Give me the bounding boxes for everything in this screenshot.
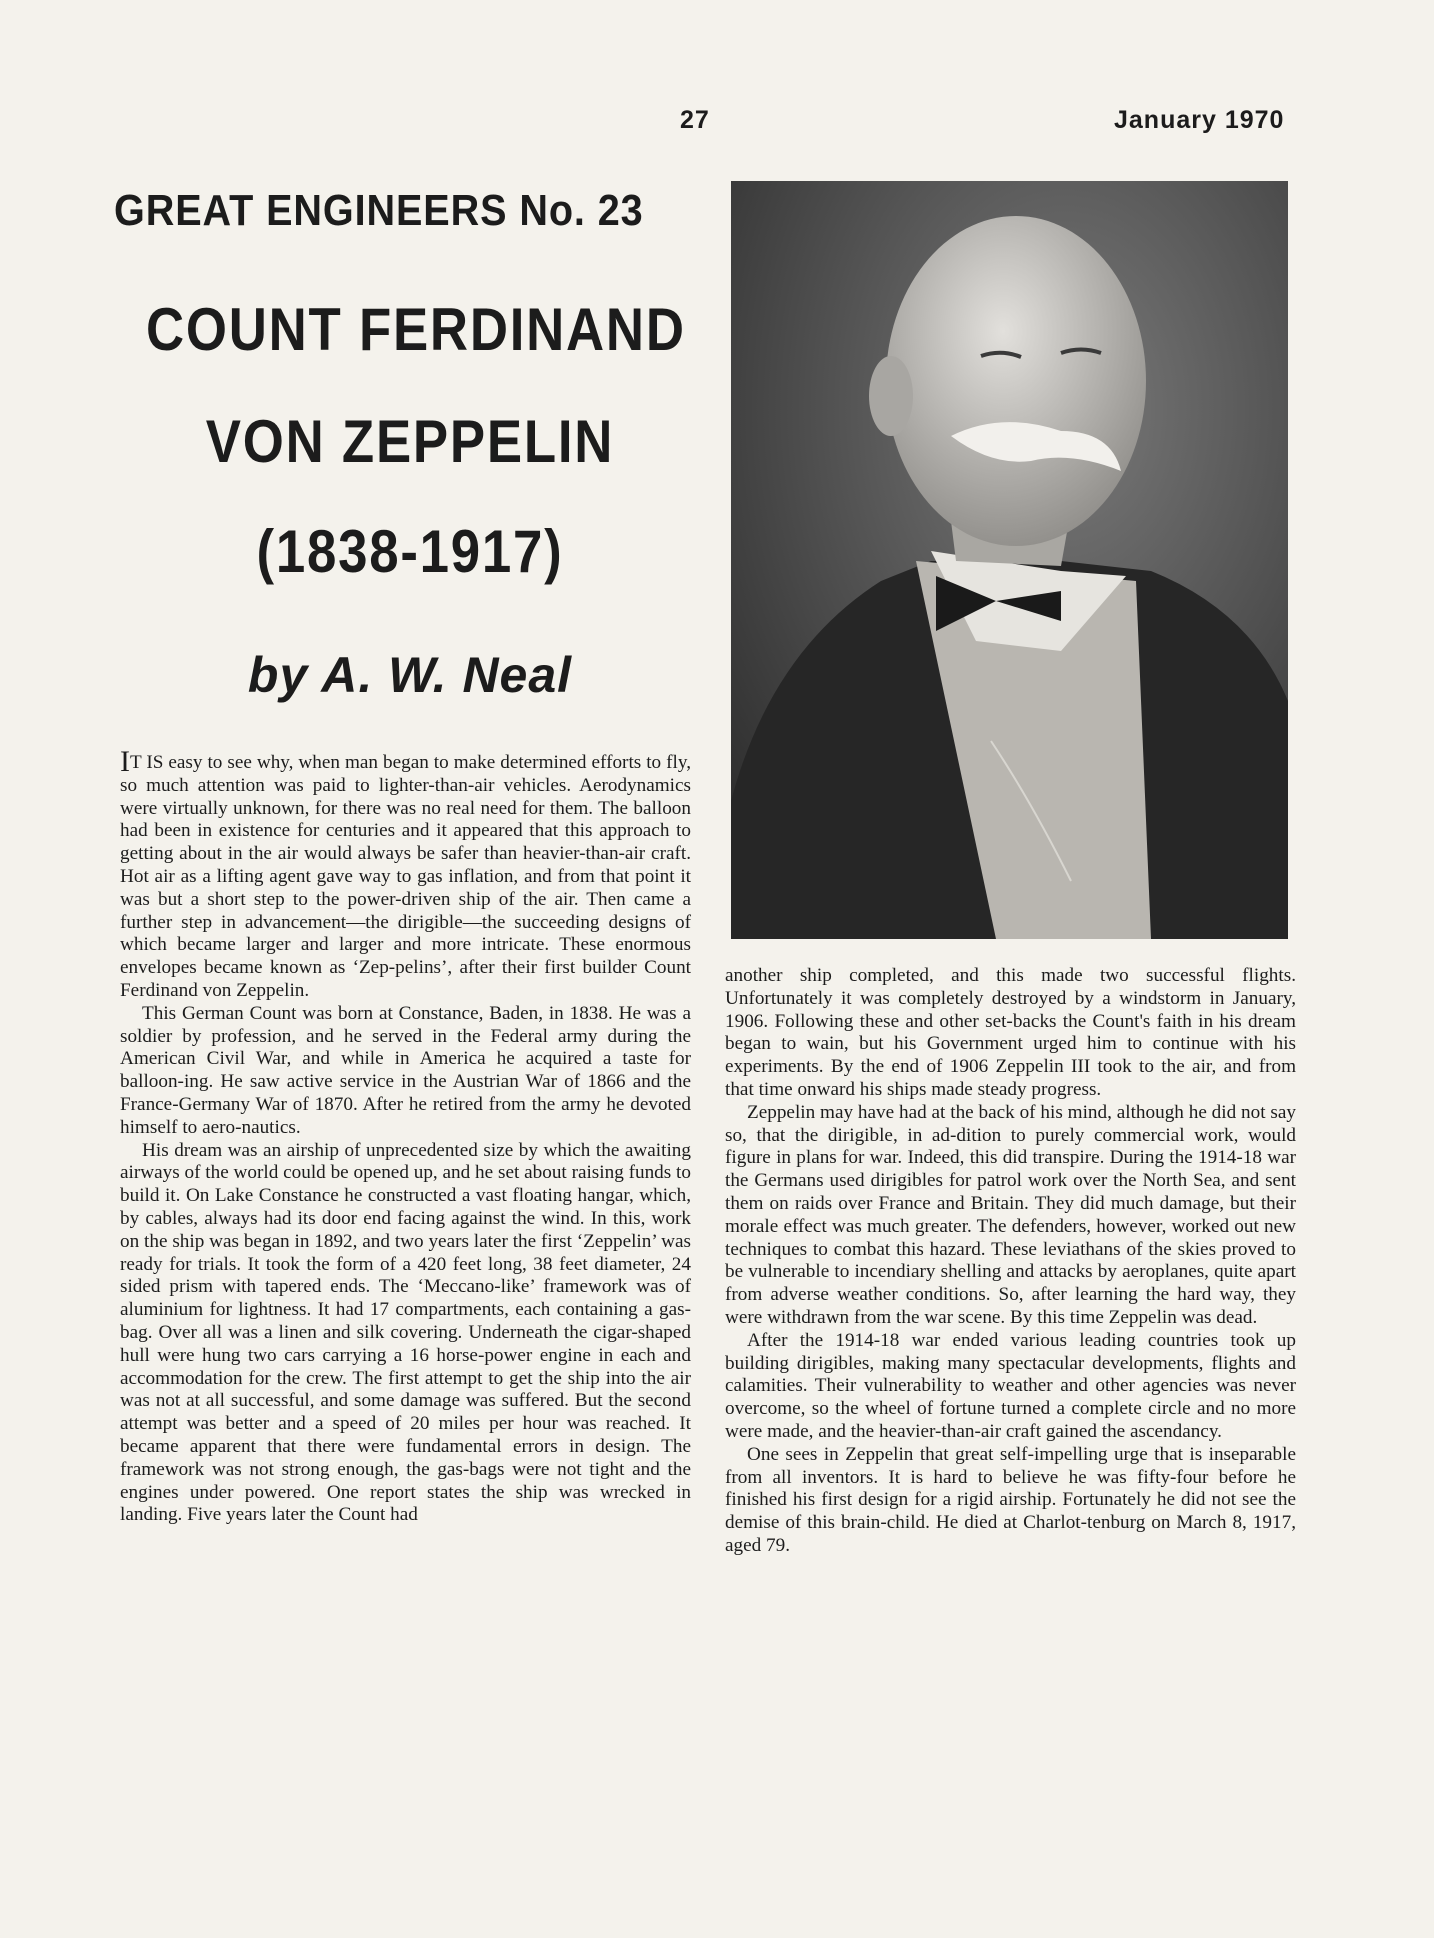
title-line-2: VON ZEPPELIN	[205, 408, 615, 475]
page-number: 27	[680, 106, 710, 134]
paragraph-5: After the 1914-18 war ended various leading countries took up building dirigibles, making many spectacular developments, flights and calamities. Their vulnerability to weather and other agencies was never overcome, so the wheel of fortune turned a complete circle and no more were made, and the heavier-than-air craft gained the ascendancy.	[725, 1329, 1296, 1442]
title-line-3: (1838-1917)	[256, 518, 564, 585]
paragraph-3: His dream was an airship of unprecedented size by which the awaiting airways of the world could be opened up, and he set about raising funds to build it. On Lake Constance he constructed a vast floating hangar, which, by cables, always had its door end facing against the wind. In this, work on the ship was began in 1892, and two years later the first ‘Zeppelin’ was ready for trials. It took the form of a 420 feet long, 38 feet diameter, 24 sided prism with tapered ends. The ‘Meccano-like’ framework was of aluminium for lightness. It had 17 compartments, each containing a gas-bag. Over all was a linen and silk covering. Underneath the cigar-shaped hull were hung two cars carrying a 16 horse-power engine in each and accommodation for the crew. The first attempt to get the ship into the air was not at all successful, and some damage was suffered. But the second attempt was better and a speed of 20 miles per hour was reached. It became apparent that there were fundamental errors in design. The framework was not strong enough, the gas-bags were not tight and the engines under powered. One report states the ship was wrecked in landing. Five years later the Count had	[120, 1139, 691, 1526]
paragraph-1: IT IS easy to see why, when man began to make determined efforts to fly, so much attention was paid to lighter-than-air vehicles. Aerodynamics were virtually unknown, for there was no real need for them. The balloon had been in existence for centuries and it appeared that this approach to getting about in the air would always be safer than heavier-than-air craft. Hot air as a lifting agent gave way to gas inflation, and from that point it was but a short step to the power-driven ship of the air. Then came a further step in advancement—the dirigible—the succeeding designs of which became larger and larger and more intricate. These enormous envelopes became known as ‘Zep-pelins’, after their first builder Count Ferdinand von Zeppelin.	[120, 745, 691, 1001]
article-column-right	[725, 965, 1296, 1558]
paragraph-6: One sees in Zeppelin that great self-impelling urge that is inseparable from all inventors. It is hard to believe he was fifty-four before he finished his first design for a rigid airship. Fortunately he did not see the demise of this brain-child. He died at Charlot-tenburg on March 8, 1917, aged 79.	[725, 1443, 1296, 1556]
portrait-photo	[731, 181, 1288, 939]
paragraph-4: Zeppelin may have had at the back of his mind, although he did not say so, that the dirigible, in ad-dition to purely commercial work, would figure in plans for war. Indeed, this did transpire. During the 1914-18 war the Germans used dirigibles for patrol work over the North Sea, and sent them on raids over France and Britain. They did much damage, but their morale effect was much greater. The defenders, however, worked out new techniques to combat this hazard. These leviathans of the skies proved to be vulnerable to incendiary shelling and attacks by aeroplanes, quite apart from adverse weather conditions. So, after learning the hard way, they were withdrawn from the war scene. By this time Zeppelin was dead.	[725, 1101, 1296, 1328]
byline: by A. W. Neal	[247, 647, 573, 703]
paragraph-2: This German Count was born at Constance, Baden, in 1838. He was a soldier by profession, and he served in the Federal army during the American Civil War, and while in America he acquired a taste for balloon-ing. He saw active service in the Austrian War of 1866 and the France-Germany War of 1870. After he retired from the army he devoted himself to aero-nautics.	[120, 1002, 691, 1138]
title-line-1: COUNT FERDINAND	[146, 296, 686, 363]
series-title: GREAT ENGINEERS No. 23	[114, 186, 644, 235]
article-column-left	[120, 745, 691, 1527]
drop-cap: I	[120, 745, 130, 778]
paragraph-3-continued: another ship completed, and this made two successful flights. Unfortunately it was completely destroyed by a windstorm in January, 1906. Following these and other set-backs the Count's faith in his dream began to wain, but his Government urged him to continue with his experiments. By the end of 1906 Zeppelin III took to the air, and from that time onward his ships made steady progress.	[725, 965, 1296, 1100]
issue-date: January 1970	[1114, 106, 1285, 134]
